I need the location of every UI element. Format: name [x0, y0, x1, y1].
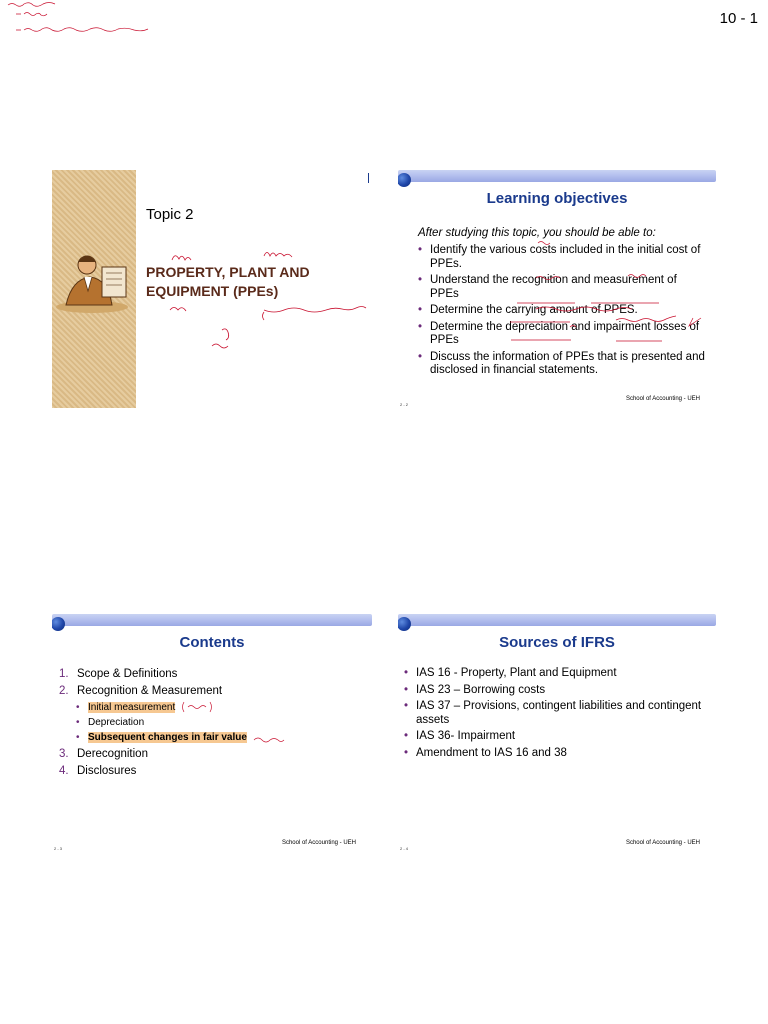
item-label: Scope & Definitions: [77, 668, 178, 680]
list-item: [76, 701, 362, 714]
list-item: • Amendment to IAS 16 and 38: [404, 747, 704, 761]
list-item: [59, 747, 359, 761]
item-label: Recognition & Measurement: [77, 685, 223, 697]
objectives-list: [418, 244, 708, 381]
list-item: • IAS 36- Impairment: [404, 730, 704, 744]
list-item: [76, 716, 362, 729]
slide-number: 2 - 4: [400, 846, 409, 851]
item-number: 1.: [59, 668, 69, 680]
topic-label: Topic 2: [146, 206, 194, 223]
header-bar-ball: [398, 617, 411, 631]
slide-learning-objectives: [398, 170, 716, 408]
list-item: [59, 684, 359, 698]
item-number: 3.: [59, 748, 69, 760]
highlighted-text: Initial measurement: [88, 702, 176, 713]
header-bar-ball: [52, 617, 65, 631]
slide-number: 2 - 3: [54, 846, 63, 851]
slide-sources-ifrs: [398, 614, 716, 852]
list-item: • Determine the depreciation and impairment losses of PPEs: [418, 321, 708, 348]
slide-topic: [52, 170, 372, 408]
slide-header-bar: [398, 170, 716, 182]
header-bar-ball: [398, 173, 411, 187]
list-item: [59, 764, 359, 778]
list-item: • Identify the various costs included in the initial cost of PPEs.: [418, 244, 708, 271]
slide-title: Contents: [179, 634, 245, 651]
slide-title: Learning objectives: [486, 190, 628, 207]
list-item: • IAS 16 - Property, Plant and Equipment: [404, 667, 704, 681]
slide-contents: [52, 614, 372, 852]
sources-list: [404, 667, 704, 763]
businessman-icon: [52, 245, 136, 315]
list-item: • Discuss the information of PPEs that is presented and disclosed in financial statements.: [418, 351, 708, 378]
list-item: • IAS 23 – Borrowing costs: [404, 684, 704, 698]
slide-footer: School of Accounting - UEH: [281, 840, 356, 846]
parchment-panel: [52, 170, 136, 408]
item-label: Derecognition: [77, 748, 148, 760]
slide-title: Sources of IFRS: [499, 634, 615, 651]
handwritten-notes-top: [6, 0, 206, 40]
list-item: • Determine the carrying amount of PPES.: [418, 304, 708, 318]
slide-footer: School of Accounting - UEH: [625, 840, 700, 846]
slide-footer: School of Accounting - UEH: [625, 396, 700, 402]
list-item: [59, 667, 359, 681]
slide-header-bar: [52, 614, 372, 626]
item-number: 4.: [59, 765, 69, 777]
slide-title-line1: PROPERTY, PLANT AND: [146, 264, 310, 280]
highlighted-text: Subsequent changes in fair value: [88, 732, 247, 743]
list-item: [76, 731, 362, 744]
intro-text: After studying this topic, you should be able to:: [418, 227, 656, 239]
list-item: • Understand the recognition and measurement of PPEs: [418, 274, 708, 301]
slide-number: 2 - 2: [400, 402, 409, 407]
list-item: • IAS 37 – Provisions, contingent liabilities and contingent assets: [404, 700, 704, 727]
item-number: 2.: [59, 685, 69, 697]
slide-title-line2: EQUIPMENT (PPEs): [146, 283, 279, 299]
contents-list: [59, 667, 359, 701]
contents-list-continued: [59, 747, 359, 781]
item-label: Depreciation: [88, 717, 145, 728]
contents-sublist: [52, 699, 362, 746]
vertical-marker: [368, 173, 369, 183]
page-number: 10 - 1: [719, 10, 758, 27]
item-label: Disclosures: [77, 765, 137, 777]
slide-header-bar: [398, 614, 716, 626]
